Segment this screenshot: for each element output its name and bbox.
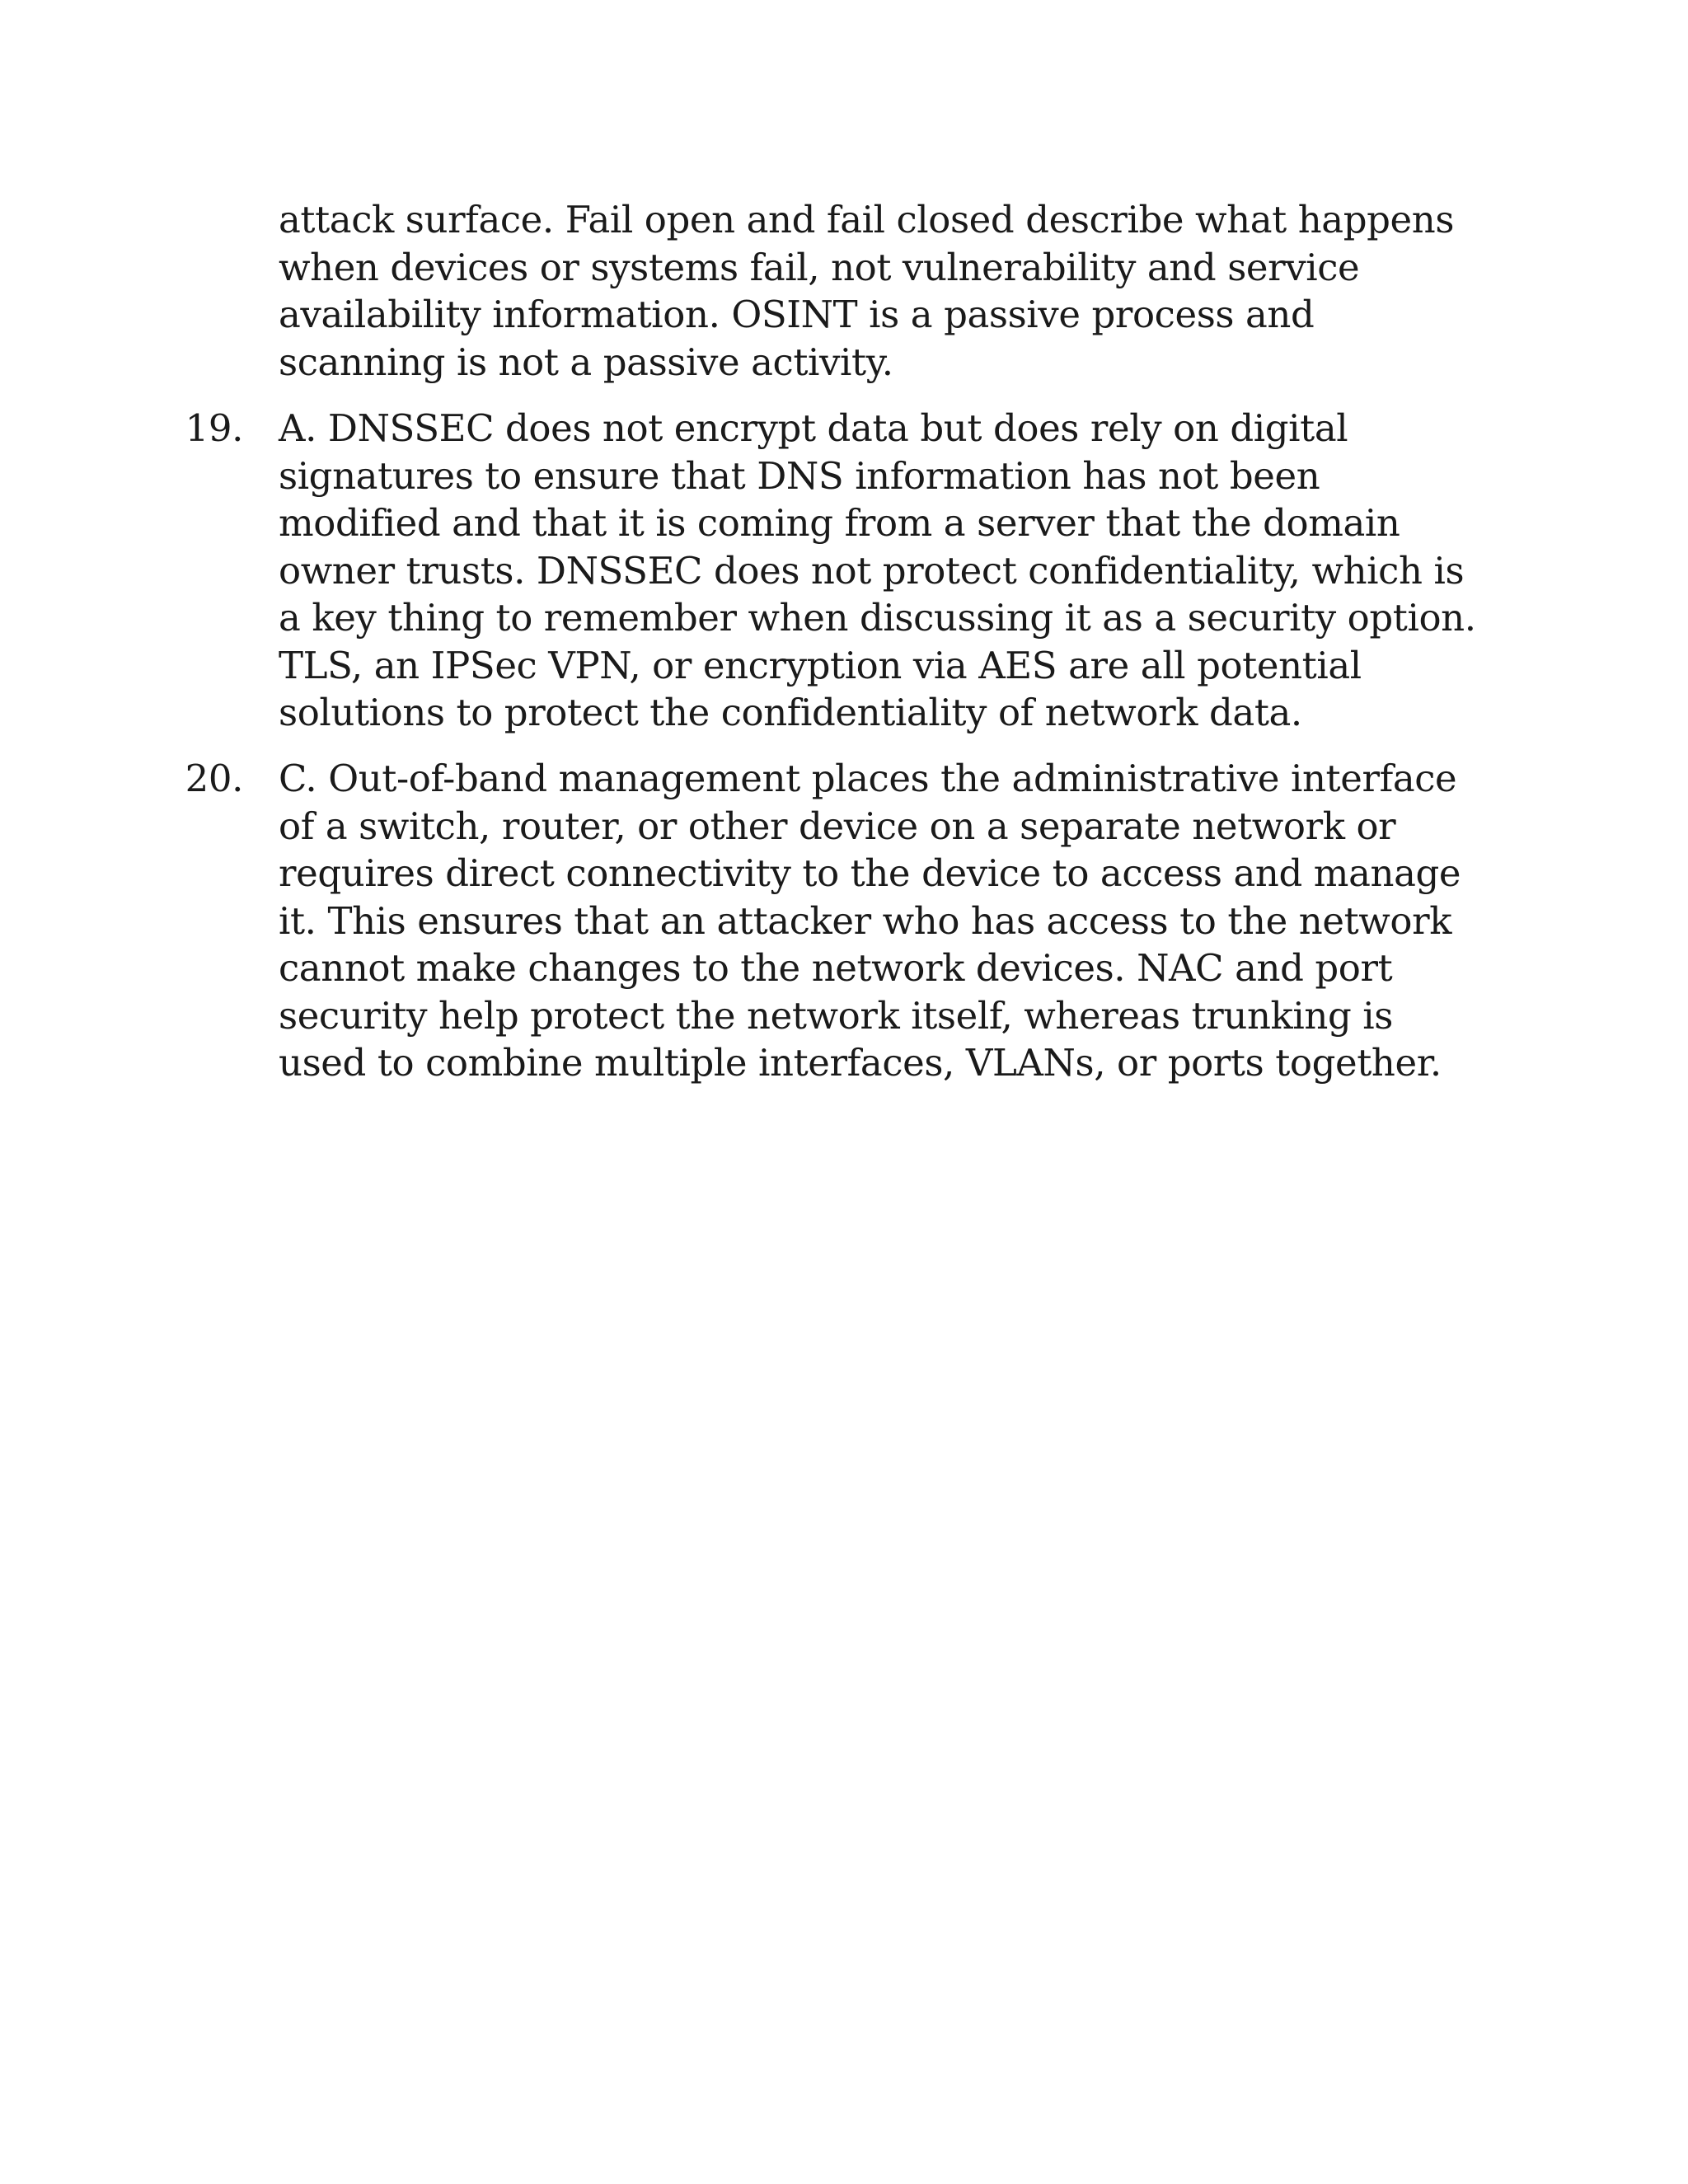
answer-number-19: 19. — [185, 406, 243, 450]
answer-number-20: 20. — [185, 757, 243, 800]
continuation-paragraph: attack surface. Fail open and fail closed describe what happens when devices or systems fail, not vulnerability and service availability information. OSINT is a passive process and scanning is not a passive activity. — [279, 198, 1455, 384]
answer-text-19: A. DNSSEC does not encrypt data but does rely on digital signatures to ensure that DNS information has not been modified and that it is coming from a server that the domain owner trusts. DNSSEC does not protect confidentiality, which is a key thing to remember when discussing it as a security option. TLS, an IPSec VPN, or encryption via AES are all potential solutions to protect the confidentiality of network data. — [279, 406, 1476, 734]
answer-text-20: C. Out-of-band management places the administrative interface of a switch, router, or other device on a separate network or requires direct connectivity to the device to access and manage it. This ensures that an attacker who has access to the network cannot make changes to the network devices. NAC and port security help protect the network itself, whereas trunking is used to combine multiple interfaces, VLANs, or ports together. — [279, 757, 1461, 1085]
